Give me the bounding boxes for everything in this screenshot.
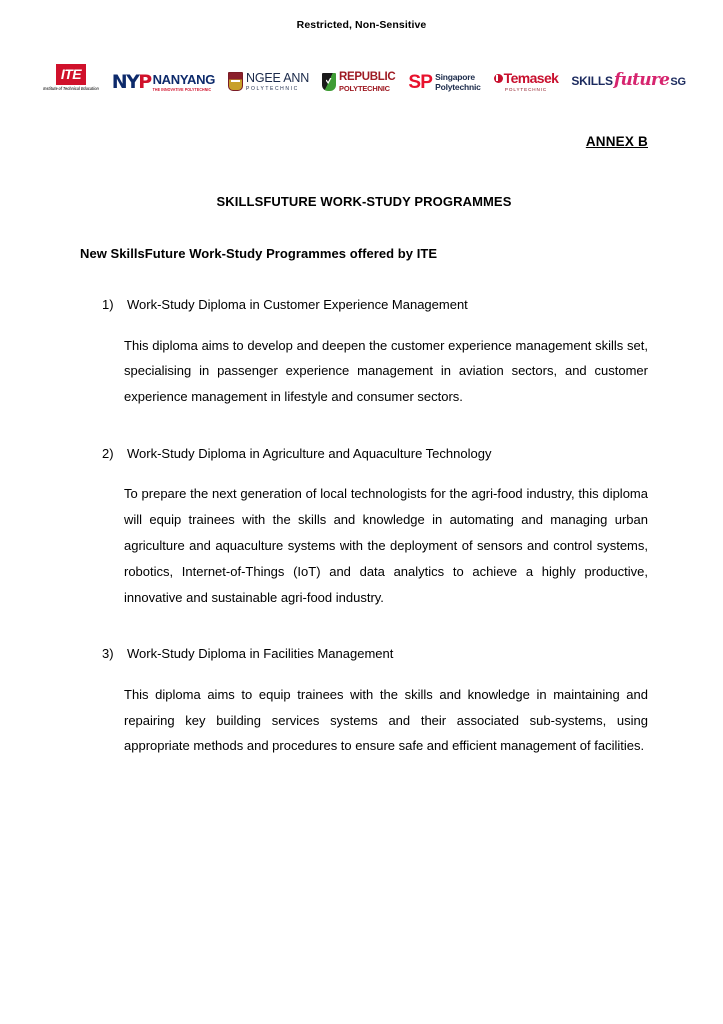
programme-description: This diploma aims to equip trainees with the skills and knowledge in maintaining and repairing key building services systems and their associated sub-systems, using appropriate methods and procedures to ensure safe and efficient management of facilities. (124, 686, 648, 754)
temasek-polytechnic-logo (494, 71, 559, 92)
ngee-ann-crest-icon (228, 72, 243, 91)
skillsfuture-part-sg: SG (670, 76, 686, 88)
programme-number: 1) (102, 297, 114, 312)
temasek-wordmark: Temasek (503, 70, 559, 86)
programme-title: Work-Study Diploma in Agriculture and Aquaculture Technology (127, 445, 492, 461)
republic-subtext: POLYTECHNIC (339, 83, 390, 93)
republic-wordmark-group (339, 72, 395, 92)
ite-logo-caption: Institute of Technical Education (43, 86, 99, 92)
programme-item (80, 444, 648, 610)
republic-polytechnic-logo (322, 72, 395, 92)
ngee-ann-wordmark-group (246, 72, 309, 93)
nyp-wordmark: NANYANG (152, 72, 216, 87)
programme-number: 3) (102, 646, 114, 662)
singapore-polytechnic-logo (408, 73, 480, 92)
republic-shield-icon (322, 73, 336, 91)
nyp-monogram: NYP (111, 71, 151, 93)
skillsfuture-part-future: future (613, 70, 670, 90)
nanyang-polytechnic-logo (112, 73, 215, 92)
sp-wordmark-group (435, 73, 481, 91)
programme-number: 2) (102, 445, 114, 461)
sp-monogram: SP (408, 72, 433, 93)
programme-item (80, 295, 648, 410)
ite-logo (43, 64, 99, 93)
nyp-tagline: THE INNOVATIVE POLYTECHNIC (152, 87, 212, 93)
annex-row (80, 133, 648, 151)
section-subtitle: New SkillsFuture Work-Study Programmes offered by ITE (80, 246, 438, 261)
republic-wordmark: REPUBLIC (339, 71, 396, 83)
programme-item (80, 644, 648, 759)
document-body (0, 133, 723, 759)
skillsfuture-sg-logo (571, 70, 685, 92)
programme-description: To prepare the next generation of local technologists for the agri-food industry, this diploma will equip trainees with the skills and knowledge in automating and managing urban agriculture and aquaculture systems with the deployment of sensors and control systems, robotics, Internet-of-Things (IoT) and data analytics to achieve a highly productive, innovative and sustainable agri-food industry. (124, 486, 648, 605)
ngee-ann-subtext: POLYTECHNIC (246, 86, 299, 92)
ite-logo-mark: ITE (56, 64, 86, 85)
programme-title: Work-Study Diploma in Facilities Management (127, 646, 394, 662)
sp-wordmark-line1: Singapore (435, 72, 475, 83)
programme-description: This diploma aims to develop and deepen the customer experience management skills set, specialising in passenger experience management in aviation sectors, and customer experience management in lifestyle and consumer sectors. (124, 337, 648, 405)
nyp-wordmark-group (153, 73, 215, 92)
programme-heading (80, 644, 648, 664)
page-title: SKILLSFUTURE WORK-STUDY PROGRAMMES (216, 194, 512, 209)
sp-wordmark-line2: Polytechnic (435, 81, 481, 92)
programme-heading (80, 444, 648, 464)
ngee-ann-polytechnic-logo (228, 72, 309, 93)
temasek-dot-icon (494, 74, 503, 83)
programme-title: Work-Study Diploma in Customer Experience Management (127, 297, 468, 312)
programme-heading (80, 295, 648, 315)
temasek-wordmark-group (494, 71, 559, 85)
classification-header: Restricted, Non-Sensitive (296, 19, 427, 31)
ngee-ann-wordmark: NGEE ANN (246, 70, 310, 85)
institution-logo-strip (0, 46, 723, 92)
annex-label: ANNEX B (585, 134, 648, 149)
temasek-subtext: POLYTECHNIC (504, 87, 548, 92)
skillsfuture-part-skills: SKILLS (571, 74, 613, 88)
